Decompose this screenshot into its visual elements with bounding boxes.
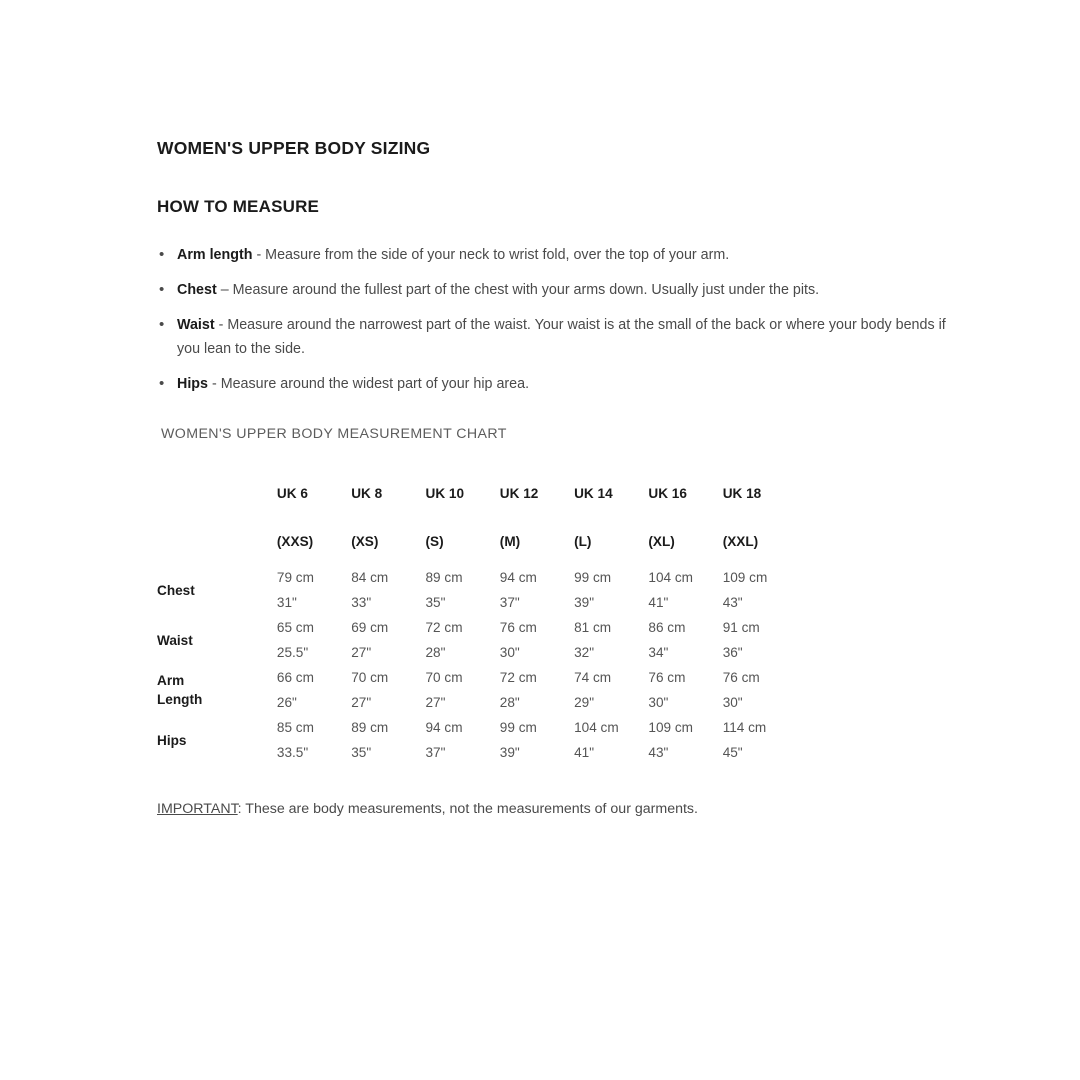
- list-item-term: Arm length: [177, 247, 253, 263]
- cell-waist-cm-3: 76 cm: [499, 620, 537, 635]
- list-item-text: – Measure around the fullest part of the chest with your arms down. Usually just under the pits.: [216, 282, 820, 298]
- cell-hips-cm-3: 99 cm: [499, 720, 537, 735]
- cell-hips-in-0: 33.5": [276, 745, 309, 760]
- cell-arm-in-3: 28": [499, 695, 520, 710]
- column-letter-xs: (XS): [351, 533, 379, 549]
- list-item: [159, 313, 954, 361]
- cell-arm-cm-4: 74 cm: [574, 670, 612, 685]
- cell-chest-in-4: 39": [574, 595, 595, 610]
- cell-waist-cm-0: 65 cm: [276, 620, 314, 635]
- cell-waist-in-2: 28": [425, 645, 446, 660]
- corner-cell: [157, 470, 277, 517]
- cell-chest-cm-1: 84 cm: [351, 570, 389, 585]
- cell-chest-in-2: 35": [425, 595, 446, 610]
- cell-hips-in-4: 41": [574, 745, 595, 760]
- cell-waist-in-0: 25.5": [276, 645, 309, 660]
- cell-arm-in-4: 29": [574, 695, 595, 710]
- cell-chest-in-5: 41": [648, 595, 669, 610]
- cell-chest-cm-2: 89 cm: [425, 570, 463, 585]
- table-header-sizes: [157, 470, 797, 517]
- cell-waist-cm-1: 69 cm: [351, 620, 389, 635]
- cell-waist-cm-2: 72 cm: [425, 620, 463, 635]
- cell-chest-cm-4: 99 cm: [574, 570, 612, 585]
- cell-hips-cm-6: 114 cm: [722, 720, 767, 735]
- cell-hips-in-2: 37": [425, 745, 446, 760]
- row-label-arm-line2: Length: [157, 692, 203, 707]
- how-to-measure-heading: HOW TO MEASURE: [157, 197, 320, 216]
- list-item: [159, 243, 954, 267]
- row-label-arm-length: [157, 665, 277, 715]
- cell-chest-in-3: 37": [499, 595, 520, 610]
- cell-hips-in-1: 35": [351, 745, 372, 760]
- column-letter-xxs: (XXS): [276, 533, 314, 549]
- cell-arm-in-1: 27": [351, 695, 372, 710]
- cell-chest-in-0: 31": [276, 595, 297, 610]
- list-item-term: Hips: [177, 376, 208, 392]
- list-item-text: - Measure around the narrowest part of the waist. Your waist is at the small of the back or where your body bends if you lean to the side.: [177, 317, 946, 357]
- how-to-measure-list: [157, 243, 954, 396]
- cell-hips-in-5: 43": [648, 745, 669, 760]
- sizing-document: [86, 96, 994, 984]
- column-header-uk16: UK 16: [648, 486, 687, 501]
- cell-hips-cm-2: 94 cm: [425, 720, 463, 735]
- cell-arm-in-0: 26": [276, 695, 297, 710]
- row-label-hips: Hips: [157, 732, 187, 748]
- cell-chest-cm-3: 94 cm: [499, 570, 537, 585]
- cell-hips-in-3: 39": [499, 745, 520, 760]
- cell-waist-in-5: 34": [648, 645, 669, 660]
- table-row: [157, 565, 797, 590]
- column-letter-m: (M): [499, 533, 521, 549]
- list-item-text: - Measure around the widest part of your hip area.: [207, 376, 530, 392]
- cell-waist-cm-4: 81 cm: [574, 620, 612, 635]
- cell-arm-in-6: 30": [722, 695, 743, 710]
- chart-caption: WOMEN'S UPPER BODY MEASUREMENT CHART: [161, 426, 507, 442]
- row-label-arm-line1: Arm: [157, 673, 185, 688]
- cell-waist-in-3: 30": [499, 645, 520, 660]
- bullet-icon: •: [159, 281, 165, 298]
- table-row: [157, 615, 797, 640]
- cell-arm-cm-1: 70 cm: [351, 670, 389, 685]
- column-header-uk12: UK 12: [499, 486, 539, 501]
- list-item: [159, 372, 954, 396]
- cell-waist-in-6: 36": [722, 645, 743, 660]
- page-title: WOMEN'S UPPER BODY SIZING: [157, 138, 431, 158]
- column-header-uk14: UK 14: [574, 486, 613, 501]
- column-header-uk8: UK 8: [351, 486, 383, 501]
- cell-arm-cm-3: 72 cm: [499, 670, 537, 685]
- cell-arm-cm-6: 76 cm: [722, 670, 760, 685]
- important-note: [157, 801, 954, 817]
- cell-waist-cm-6: 91 cm: [722, 620, 760, 635]
- cell-arm-in-2: 27": [425, 695, 446, 710]
- table-row: [157, 665, 797, 690]
- cell-chest-cm-6: 109 cm: [722, 570, 768, 585]
- measurement-table: [157, 470, 797, 765]
- list-item-term: Waist: [177, 317, 215, 333]
- cell-arm-cm-5: 76 cm: [648, 670, 686, 685]
- cell-chest-in-1: 33": [351, 595, 372, 610]
- row-label-chest: Chest: [157, 582, 195, 598]
- list-item-term: Chest: [177, 282, 217, 298]
- bullet-icon: •: [159, 375, 165, 392]
- cell-arm-in-5: 30": [648, 695, 669, 710]
- column-letter-xxl: (XXL): [722, 533, 759, 549]
- cell-hips-cm-0: 85 cm: [276, 720, 314, 735]
- bullet-icon: •: [159, 246, 165, 263]
- cell-waist-in-1: 27": [351, 645, 372, 660]
- row-label-waist: Waist: [157, 632, 193, 648]
- cell-waist-in-4: 32": [574, 645, 595, 660]
- column-letter-l: (L): [574, 533, 592, 549]
- list-item: [159, 278, 954, 302]
- corner-cell: [157, 517, 277, 565]
- column-letter-s: (S): [425, 533, 444, 549]
- list-item-text: - Measure from the side of your neck to wrist fold, over the top of your arm.: [252, 247, 730, 263]
- table-header-letters: [157, 517, 797, 565]
- important-text: : These are body measurements, not the measurements of our garments.: [237, 801, 698, 817]
- table-row: [157, 715, 797, 740]
- column-header-uk6: UK 6: [276, 486, 308, 501]
- column-header-uk10: UK 10: [425, 486, 465, 501]
- cell-chest-cm-0: 79 cm: [276, 570, 314, 585]
- cell-chest-cm-5: 104 cm: [648, 570, 693, 585]
- bullet-icon: •: [159, 316, 165, 333]
- cell-waist-cm-5: 86 cm: [648, 620, 686, 635]
- cell-chest-in-6: 43": [722, 595, 743, 610]
- important-label: IMPORTANT: [157, 801, 238, 817]
- cell-hips-cm-1: 89 cm: [351, 720, 389, 735]
- cell-arm-cm-2: 70 cm: [425, 670, 463, 685]
- column-letter-xl: (XL): [648, 533, 675, 549]
- cell-hips-cm-5: 109 cm: [648, 720, 693, 735]
- column-header-uk18: UK 18: [722, 486, 762, 501]
- cell-hips-in-6: 45": [722, 745, 743, 760]
- cell-arm-cm-0: 66 cm: [276, 670, 314, 685]
- cell-hips-cm-4: 104 cm: [574, 720, 619, 735]
